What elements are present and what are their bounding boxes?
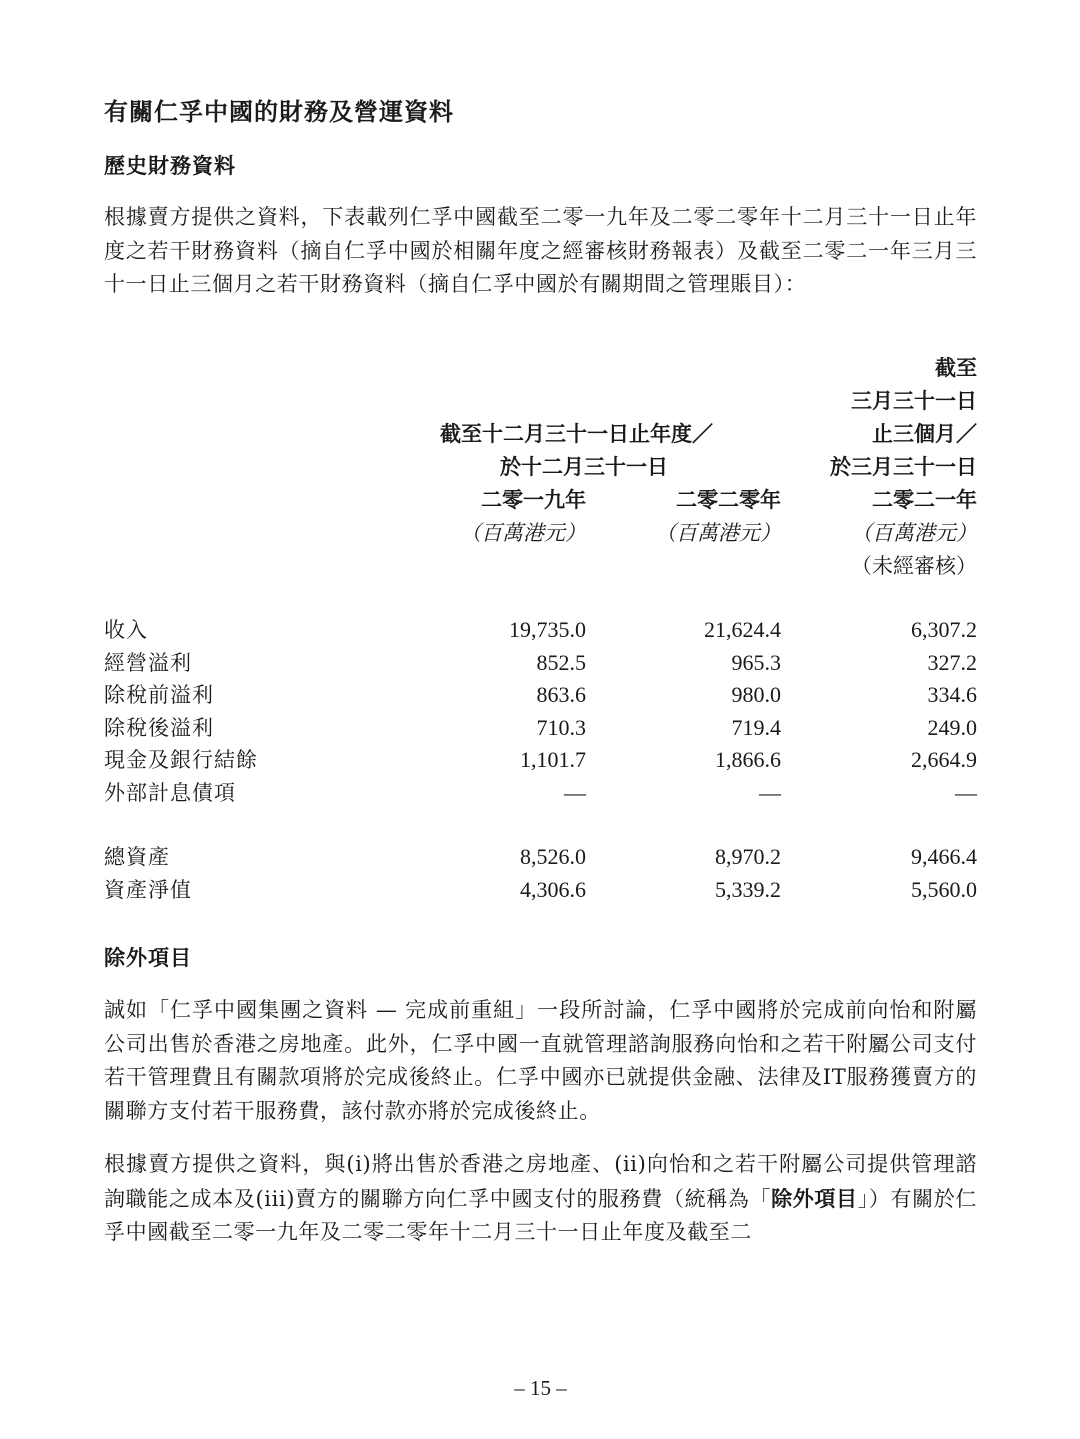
unit-2020: （百萬港元） (655, 521, 781, 545)
unaudited-note: （未經審核） (851, 554, 977, 578)
value-2021: 9,466.4 (911, 844, 977, 869)
page-heading: 有關仁孚中國的財務及營運資料 (104, 97, 454, 126)
row-label: 現金及銀行結餘 (104, 748, 258, 772)
table-spacer-row (104, 809, 977, 841)
vendor-info-paragraph (104, 1148, 977, 1250)
group-header-line2: 於十二月三十一日 (500, 454, 668, 479)
col3-header-line4: 於三月三十一日 (830, 454, 977, 479)
table-row (104, 777, 977, 810)
unit-2019: （百萬港元） (460, 521, 586, 545)
value-2019: 863.6 (536, 682, 586, 707)
row-label: 除稅後溢利 (104, 715, 214, 740)
value-2019: 1,101.7 (520, 747, 586, 772)
year-2019-header: 二零一九年 (481, 487, 586, 512)
value-2021: — (955, 779, 977, 805)
value-2019: 852.5 (536, 649, 586, 675)
section-title-historical-financials: 歷史財務資料 (104, 153, 236, 178)
intro-paragraph (104, 201, 977, 302)
row-label: 外部計息債項 (104, 780, 236, 805)
value-2020: 5,339.2 (715, 876, 781, 902)
value-2019: 710.3 (536, 714, 586, 740)
table-row (104, 712, 977, 745)
col3-header-line3: 止三個月／ (872, 421, 977, 446)
row-label: 資產淨值 (104, 877, 192, 902)
value-2020: 1,866.6 (715, 747, 781, 772)
page-number: – 15 – (514, 1376, 567, 1400)
table-row (104, 744, 977, 777)
vendor-info-text-end: 」）有關於仁孚中國截至二零一九年及二零二零年十二月三十一日止年度及截至二 (104, 1186, 977, 1244)
row-label: 經營溢利 (104, 650, 192, 675)
value-2021: 249.0 (927, 714, 977, 740)
unit-2021: （百萬港元） (851, 521, 977, 545)
value-2021: 2,664.9 (911, 747, 977, 772)
value-2020: — (759, 779, 781, 805)
value-2020: 965.3 (731, 649, 781, 675)
value-2019: 4,306.6 (520, 876, 586, 902)
value-2020: 719.4 (731, 714, 781, 740)
excluded-items-term: 除外項目 (771, 1185, 858, 1211)
row-label: 總資產 (104, 845, 170, 869)
col3-header-line1: 截至 (935, 355, 977, 380)
value-2019: 8,526.0 (520, 844, 586, 869)
table-row (104, 841, 977, 874)
vendor-info-text (104, 1148, 977, 1250)
financial-table (104, 614, 977, 906)
value-2020: 8,970.2 (715, 844, 781, 869)
vendor-info-text-start: 根據賣方提供之資料，與(i)將出售於香港之房地產、(ii)向怡和之若干附屬公司提供管理諮詢職能之成本及(iii)賣方的關聯方向仁孚中國支付的服務費（統稱為「 (104, 1152, 977, 1211)
financial-table-header (104, 352, 977, 592)
value-2020: 21,624.4 (704, 617, 781, 642)
excluded-items-text: 誠如「仁孚中國集團之資料 — 完成前重組」一段所討論，仁孚中國將於完成前向怡和附屬公司出售於香港之房地產。此外，仁孚中國一直就管理諮詢服務向怡和之若干附屬公司支付若干管理費且有關款項將於完成後終止。仁孚中國亦已就提供金融、法律及IT服務獲賣方的關聯方支付若干服務費，該付款亦將於完成後終止。 (104, 998, 977, 1123)
year-2020-header: 二零二零年 (676, 487, 781, 512)
group-header-line1: 截至十二月三十一日止年度／ (440, 421, 713, 446)
value-2021: 6,307.2 (911, 617, 977, 642)
document-page (104, 0, 977, 1439)
value-2020: 980.0 (731, 682, 781, 707)
value-2021: 5,560.0 (911, 876, 977, 902)
value-2019: — (564, 779, 586, 805)
table-row (104, 614, 977, 647)
intro-text: 根據賣方提供之資料，下表載列仁孚中國截至二零一九年及二零二零年十二月三十一日止年度之若干財務資料（摘自仁孚中國於相關年度之經審核財務報表）及截至二零二一年三月三十一日止三個月之若干財務資料（摘自仁孚中國於有關期間之管理賬目）： (104, 205, 977, 296)
row-label: 除稅前溢利 (104, 683, 214, 707)
spacer-cell (104, 809, 977, 841)
col3-header-line2: 三月三十一日 (851, 388, 977, 413)
excluded-items-paragraph (104, 994, 977, 1128)
section-title-excluded-items: 除外項目 (104, 945, 192, 970)
value-2019: 19,735.0 (509, 617, 586, 642)
table-row (104, 647, 977, 680)
table-row (104, 874, 977, 907)
table-row (104, 679, 977, 712)
value-2021: 334.6 (927, 682, 977, 707)
year-2021-header: 二零二一年 (872, 487, 977, 512)
row-label: 收入 (104, 618, 148, 642)
value-2021: 327.2 (927, 649, 977, 675)
